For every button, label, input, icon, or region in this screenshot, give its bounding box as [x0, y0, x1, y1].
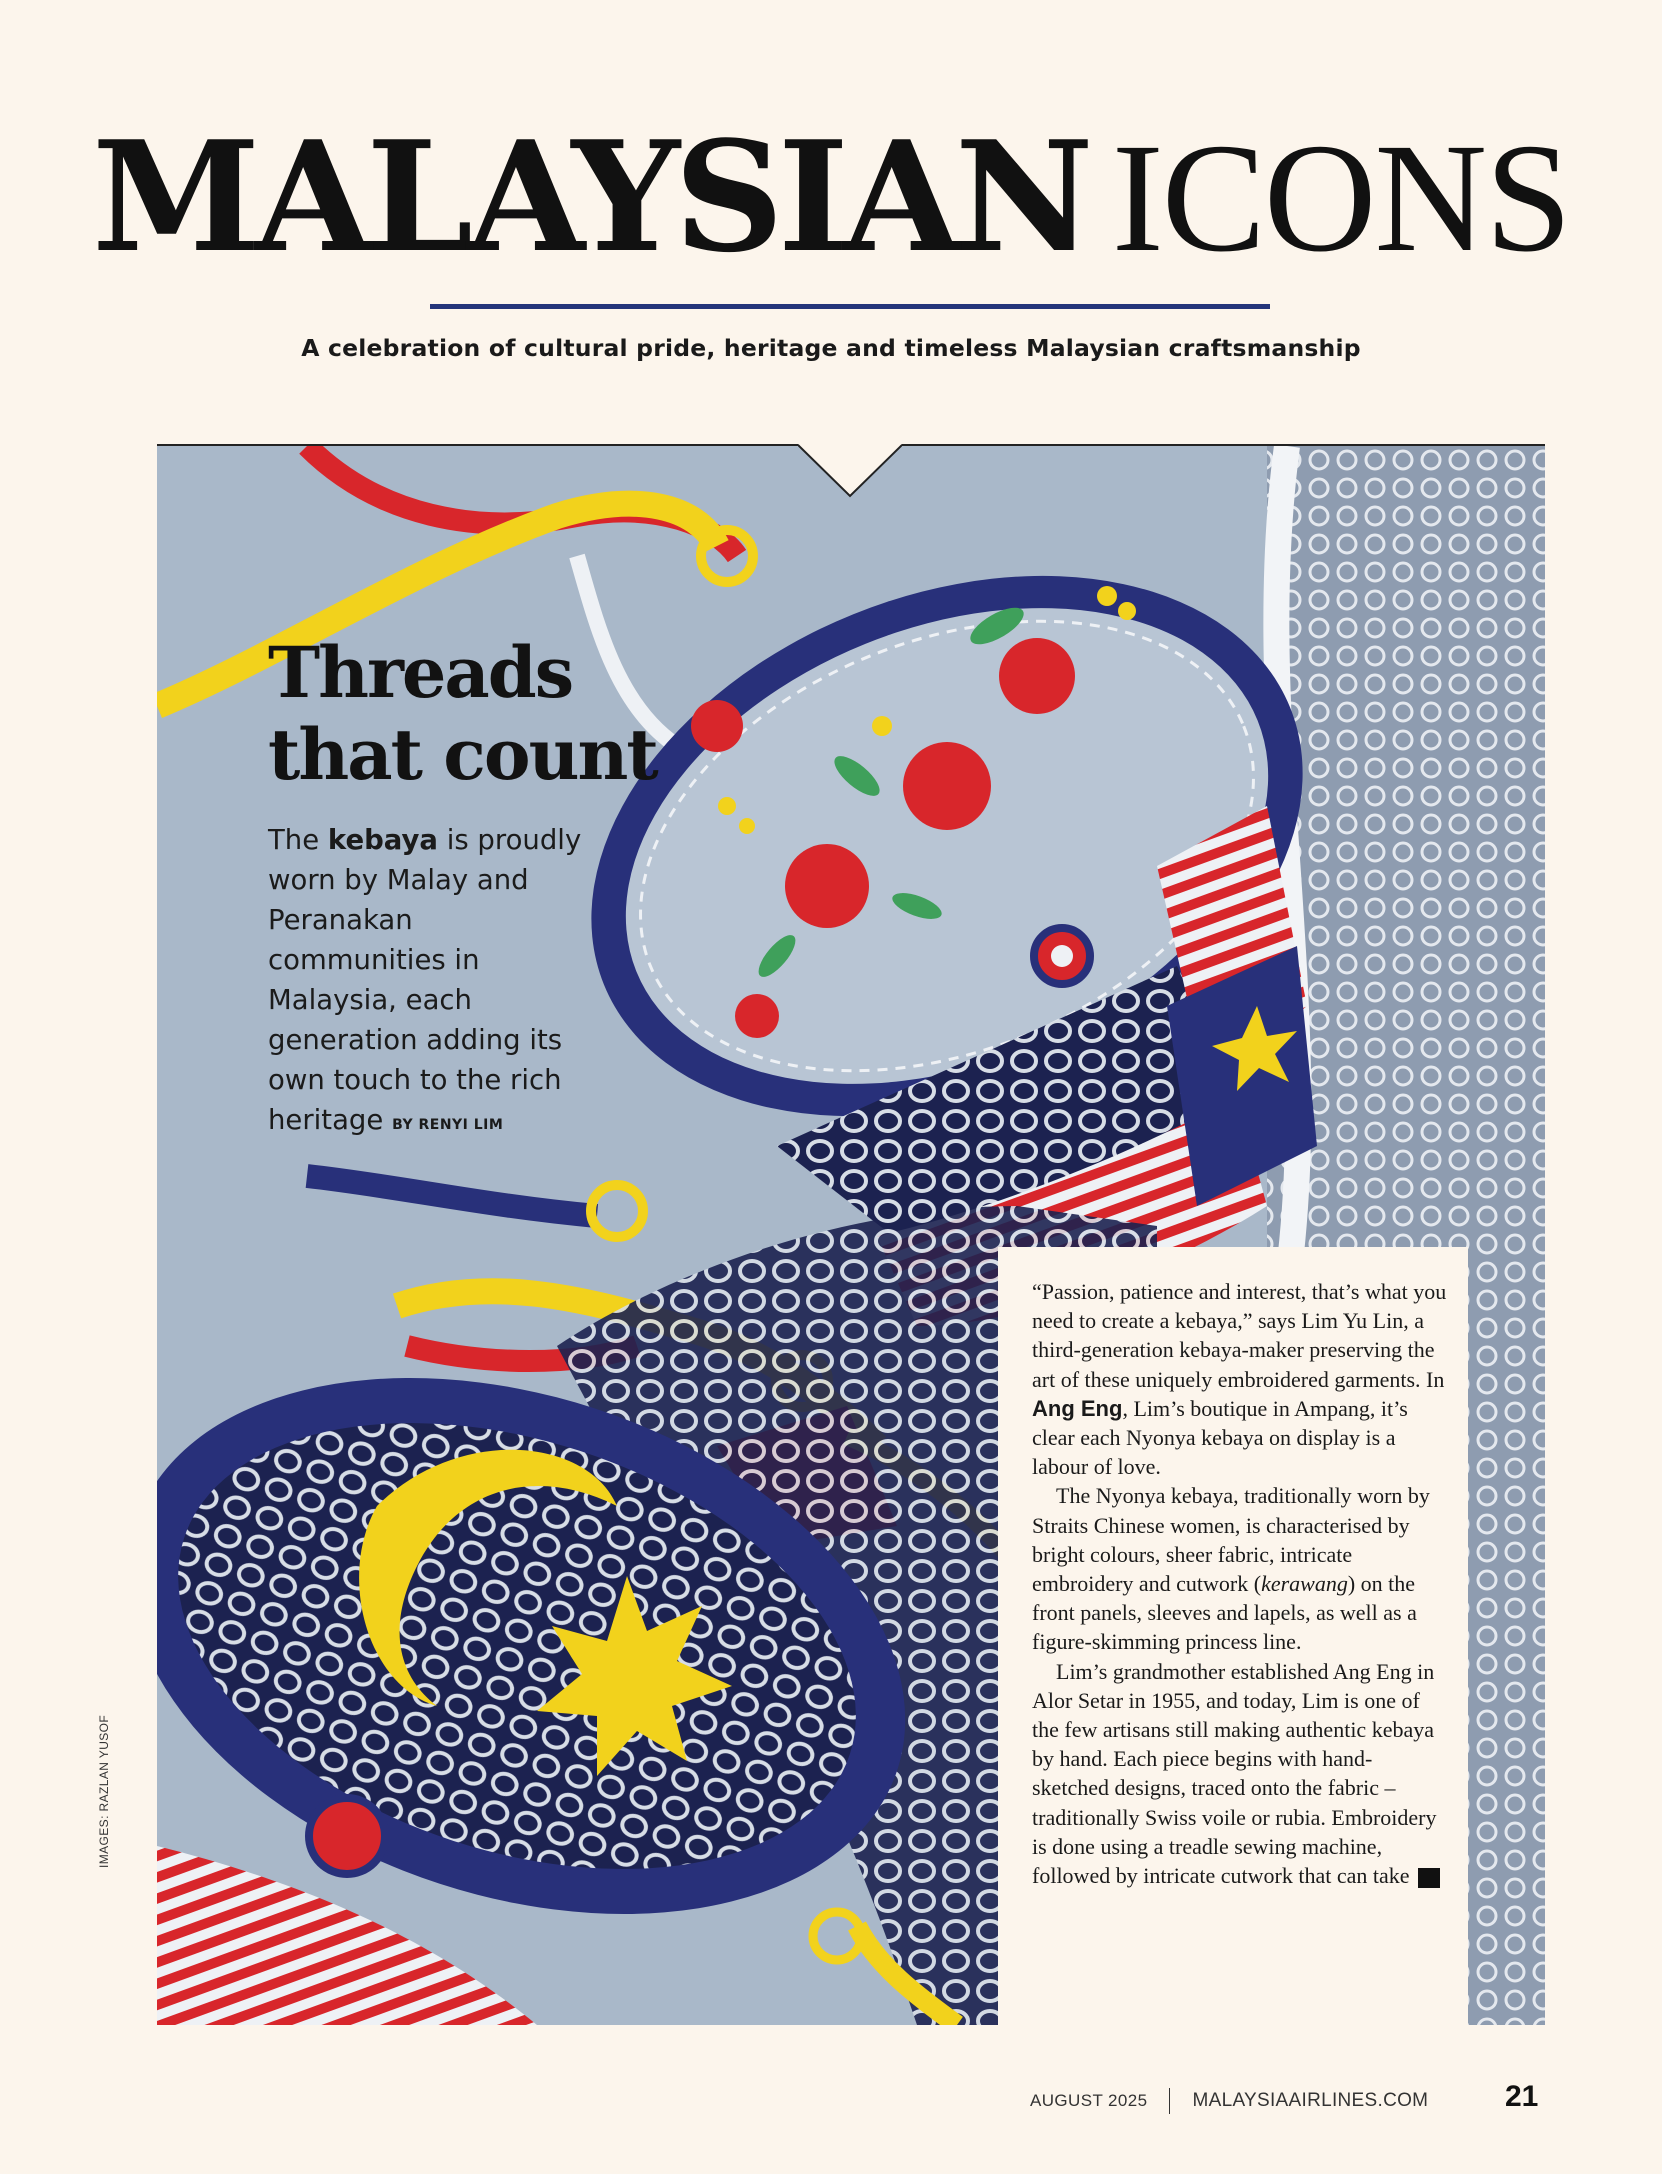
masthead-title	[0, 107, 1662, 286]
footer-issue-date: AUGUST 2025	[1030, 2091, 1148, 2110]
article-headline	[268, 632, 688, 796]
standfirst-pre: The	[268, 824, 328, 856]
masthead-tagline: A celebration of cultural pride, heritage and timeless Malaysian craftsmanship	[301, 334, 1361, 362]
body-paragraph-3	[1032, 1657, 1455, 1891]
standfirst-keyword: kebaya	[327, 824, 438, 856]
body-paragraph-2	[1032, 1481, 1448, 1656]
photo-credit: IMAGES: RAZLAN YUSOF	[97, 1714, 111, 1868]
p3-text: Lim’s grandmother established Ang Eng in Alor Setar in 1955, and today, Lim is one of the few artisans still making authentic kebaya by hand. Each piece begins with hand-sketched designs, traced onto the fabric – traditionally Swiss voile or rubia. Embroidery is done using a treadle sewing machine, followed by intricate cutwork that can take	[1032, 1658, 1437, 1889]
article-body	[998, 1247, 1468, 2027]
notch-chevron	[798, 444, 902, 498]
headline-line-1: Threads	[268, 631, 573, 714]
standfirst-rest: is proudly worn by Malay and Peranakan communities in Malaysia, each generation adding its own touch to the rich heritage	[268, 824, 582, 1136]
article-standfirst	[268, 820, 598, 1145]
footer-separator	[1169, 2088, 1170, 2114]
masthead-title-bold: MALAYSIAN	[92, 107, 1088, 286]
p2-text-a: The Nyonya kebaya, traditionally worn by Straits Chinese women, is characterised by bright colours, sheer fabric, intricate embroidery and cutwork (	[1032, 1483, 1430, 1597]
masthead-rule	[430, 304, 1270, 309]
arrow-right-icon: ➔	[1418, 1868, 1440, 1888]
article-byline: BY RENYI LIM	[392, 1117, 504, 1133]
page-number: 21	[1505, 2080, 1539, 2113]
page-footer	[1030, 2088, 1428, 2118]
p1-text-b: , Lim’s boutique in Ampang, it’s clear each Nyonya kebaya on display is a labour of love.	[1032, 1395, 1408, 1480]
masthead-title-light: ICONS	[1111, 111, 1570, 284]
headline-line-2: that count	[268, 713, 657, 796]
p1-text-a: “Passion, patience and interest, that’s what you need to create a kebaya,” says Lim Yu Lin, a third-generation kebaya-maker preserving the art of these uniquely embroidered garments. In	[1032, 1279, 1447, 1392]
footer-website: MALAYSIAAIRLINES.COM	[1192, 2090, 1429, 2111]
p2-italic-term: kerawang	[1261, 1571, 1348, 1597]
body-paragraph-1	[1032, 1277, 1448, 1481]
p2-text-b: ) on the front panels, sleeves and lapels, as well as a figure-skimming princess line.	[1032, 1571, 1417, 1655]
p1-boutique-name: Ang Eng	[1032, 1395, 1123, 1421]
